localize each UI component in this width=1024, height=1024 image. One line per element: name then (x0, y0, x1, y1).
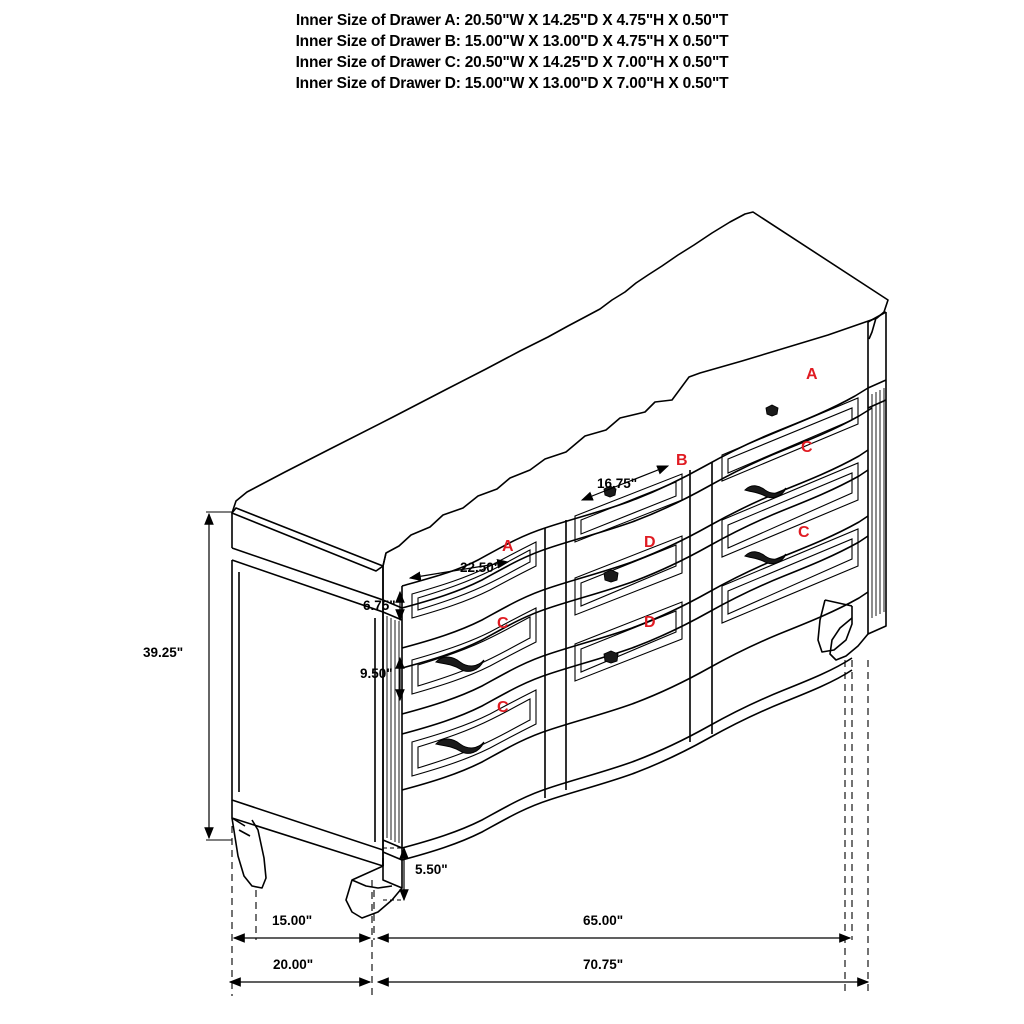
dim-overall-width: 70.75" (583, 957, 624, 972)
spec-line-d: Inner Size of Drawer D: 15.00"W X 13.00"D X 7.00"H X 0.50"T (295, 75, 729, 92)
drawer-label-c-left-mid: C (497, 615, 509, 632)
spec-line-b: Inner Size of Drawer B: 15.00"W X 13.00"D X 4.75"H X 0.50"T (295, 33, 729, 50)
drawer-panels (412, 398, 858, 776)
drawer-label-c-right-upper: C (801, 439, 813, 456)
dim-inner-width-a: 22.50" (460, 560, 501, 575)
drawer-label-b-center: B (676, 452, 688, 469)
drawer-label-a-left: A (502, 538, 514, 555)
drawer-label-c-right-lower: C (798, 524, 810, 541)
dim-inner-width-b: 16.75" (597, 476, 638, 491)
drawer-label-a-top-right: A (806, 366, 818, 383)
dim-front-width: 65.00" (583, 913, 624, 928)
drawer-label-c-left-bottom: C (497, 699, 509, 716)
spec-line-a: Inner Size of Drawer A: 20.50"W X 14.25"D X 4.75"H X 0.50"T (295, 12, 729, 29)
drawer-label-d-center-mid: D (644, 534, 656, 551)
dim-total-height: 39.25" (143, 645, 184, 660)
dim-drawer-face-large: 9.50" (360, 666, 393, 681)
spec-line-c: Inner Size of Drawer C: 20.50"W X 14.25"D X 7.00"H X 0.50"T (295, 54, 729, 71)
dim-side-depth: 15.00" (272, 913, 313, 928)
dim-leg-height: 5.50" (415, 862, 448, 877)
drawer-label-d-center-lower: D (644, 614, 656, 631)
dim-base-depth: 20.00" (273, 957, 314, 972)
dim-drawer-face-small: 6.75" (363, 598, 396, 613)
